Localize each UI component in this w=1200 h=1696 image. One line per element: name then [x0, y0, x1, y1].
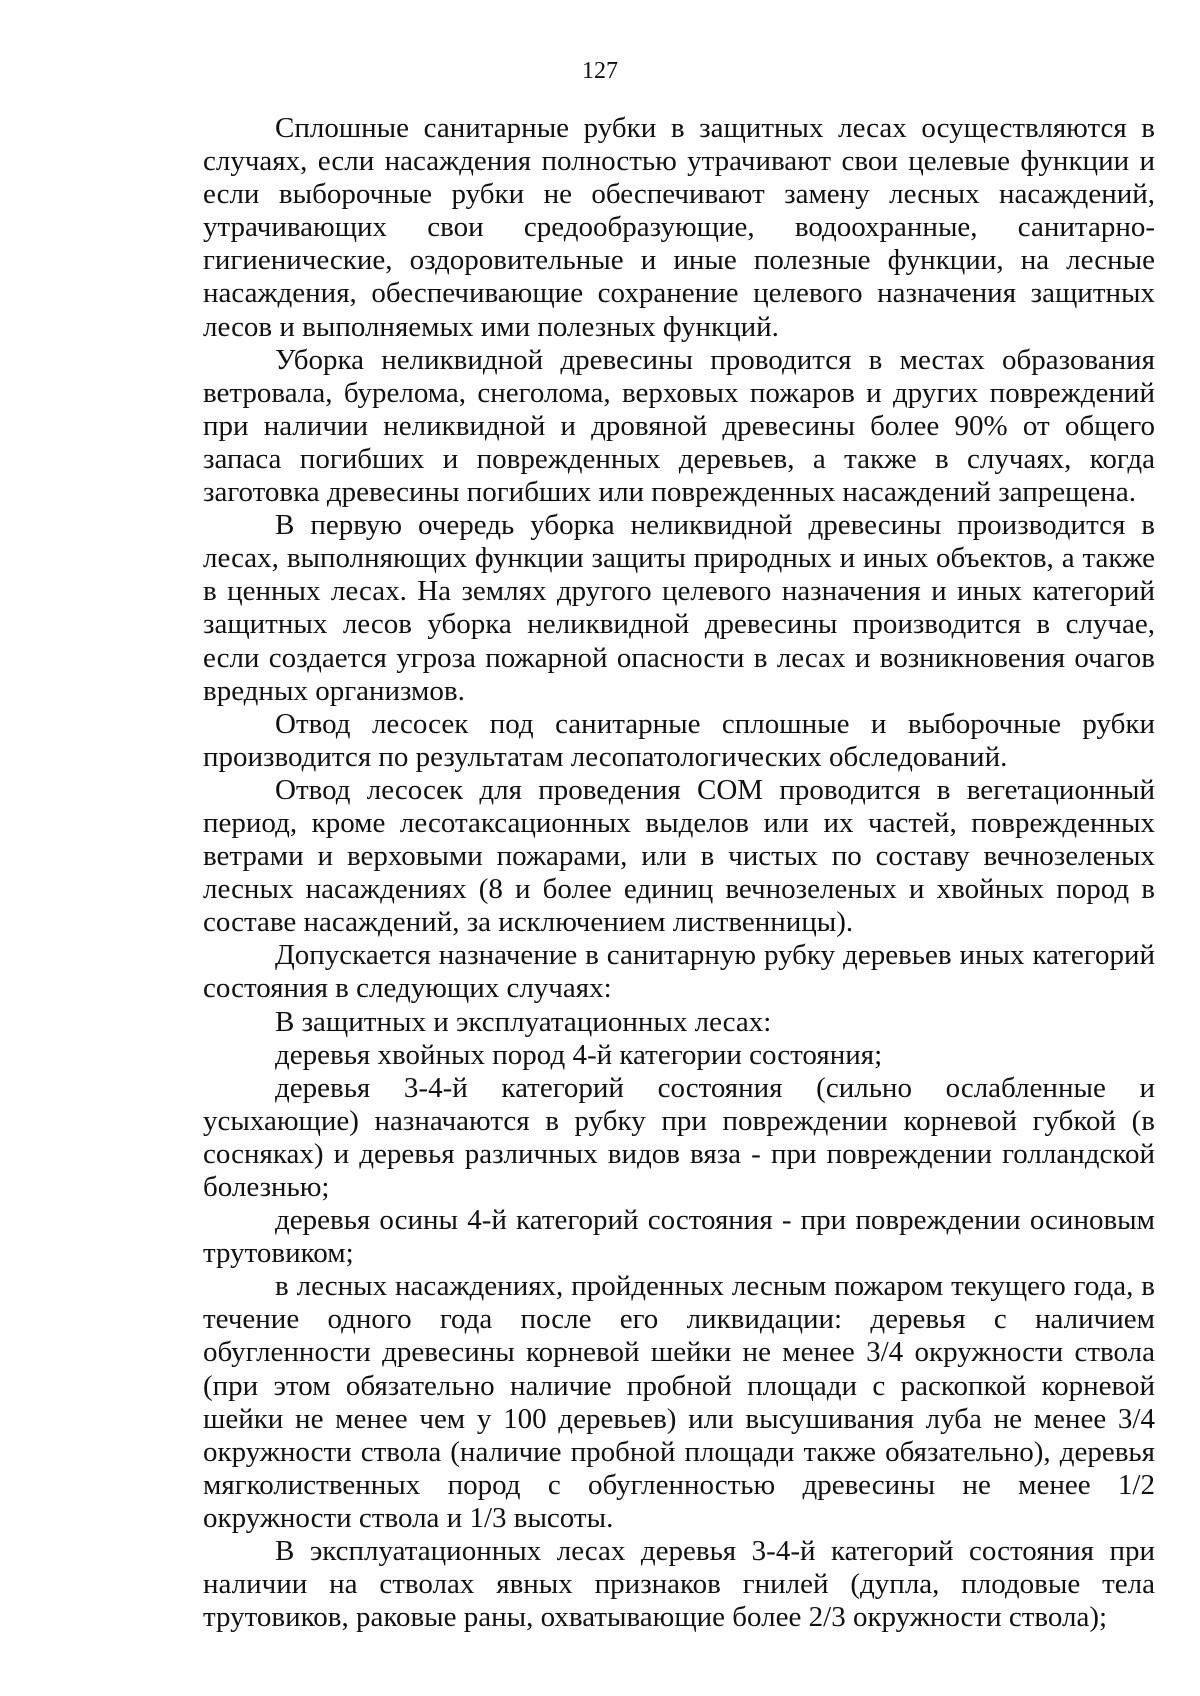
paragraph-exploitation-forests: В эксплуатационных лесах деревья 3-4-й категорий состояния при наличии на стволах явных признаков гнилей (дупла, плодовые тела трутовиков, раковые раны, охватывающие более 2/3 окружности ствола);	[203, 1535, 1155, 1634]
paragraph-protective-forests: В защитных и эксплуатационных лесах:	[275, 1005, 772, 1038]
list-item-conifers: деревья хвойных пород 4-й категории состояния;	[275, 1038, 883, 1071]
paragraph-priority-removal: В первую очередь уборка неликвидной древесины производится в лесах, выполняющих функции защиты природных и иных объектов, а также в ценных лесах. На землях другого целевого назначения и иных категорий защитных лесов уборка неликвидной древесины производится в случае, если создается угроза пожарной опасности в лесах и возникновения очагов вредных организмов.	[203, 509, 1155, 707]
list-item-fire-damage: в лесных насаждениях, пройденных лесным пожаром текущего года, в течение одного года после его ликвидации: деревья с наличием обугленности древесины корневой шейки не менее 3/4 окружности ствола (при этом обязательно наличие пробной площади с раскопкой корневой шейки не менее чем у 100 деревьев) или высушивания луба не менее 3/4 окружности ствола (наличие пробной площади также обязательно), деревья мягколиственных пород с обугленностью древесины не менее 1/2 окружности ствола и 1/3 высоты.	[203, 1270, 1155, 1534]
paragraph-allowed-cases: Допускается назначение в санитарную рубку деревьев иных категорий состояния в следующих случаях:	[203, 939, 1155, 1005]
list-item-aspen: деревья осины 4-й категорий состояния - при повреждении осиновым трутовиком;	[203, 1204, 1155, 1270]
paragraph-unmerchantable-wood: Уборка неликвидной древесины проводится в местах образования ветровала, бурелома, снеголома, верховых пожаров и других повреждений при наличии неликвидной и дровяной древесины более 90% от общего запаса погибших и поврежденных деревьев, а также в случаях, когда заготовка древесины погибших или поврежденных насаждений запрещена.	[203, 343, 1155, 509]
paragraph-som-allocation: Отвод лесосек для проведения СОМ проводится в вегетационный период, кроме лесотаксационных выделов или их частей, поврежденных ветрами и верховыми пожарами, или в чистых по составу вечнозеленых лесных насаждениях (8 и более единиц вечнозеленых и хвойных пород в составе насаждений, за исключением лиственницы).	[203, 773, 1155, 939]
list-item-root-rot: деревья 3-4-й категорий состояния (сильно ослабленные и усыхающие) назначаются в рубку при повреждении корневой губкой (в сосняках) и деревья различных видов вяза - при повреждении голландской болезнью;	[203, 1071, 1155, 1203]
paragraph-plot-allocation: Отвод лесосек под санитарные сплошные и выборочные рубки производится по результатам лесопатологических обследований.	[203, 707, 1155, 773]
page-number: 127	[582, 58, 618, 84]
paragraph-clear-cutting: Сплошные санитарные рубки в защитных лесах осуществляются в случаях, если насаждения полностью утрачивают свои целевые функции и если выборочные рубки не обеспечивают замену лесных насаждений, утрачивающих свои средообразующие, водоохранные, санитарно-гигиенические, оздоровительные и иные полезные функции, на лесные насаждения, обеспечивающие сохранение целевого назначения защитных лесов и выполняемых ими полезных функций.	[203, 112, 1155, 343]
document-body	[203, 112, 1155, 1634]
